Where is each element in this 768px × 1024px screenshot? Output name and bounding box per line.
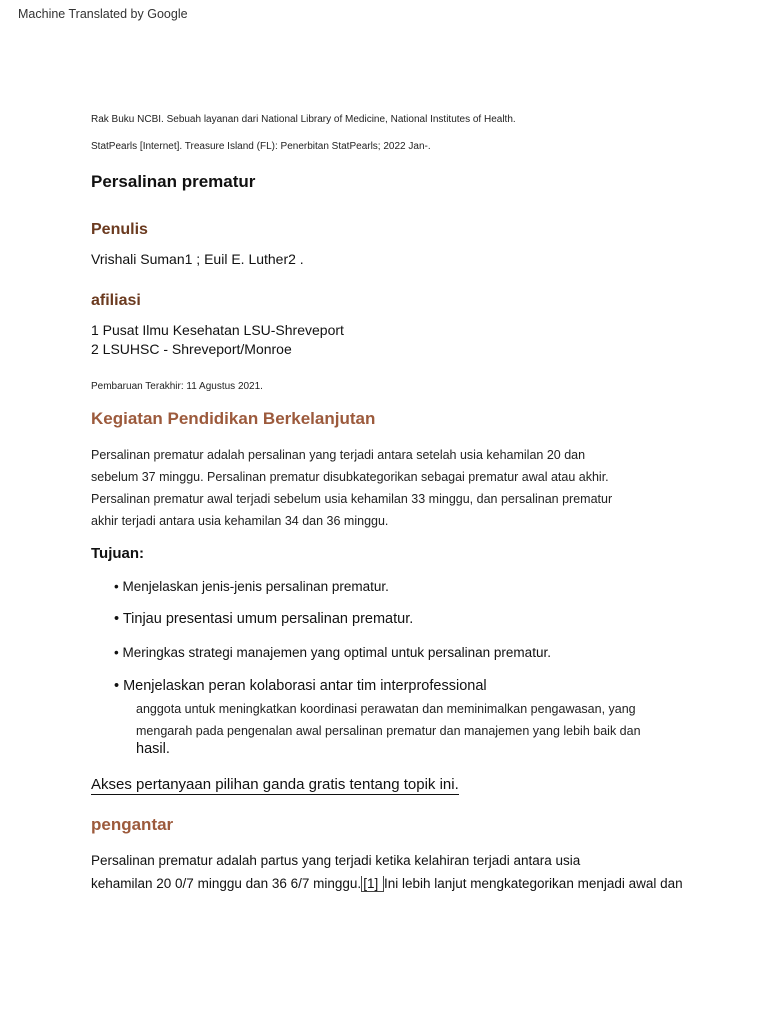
page-title: Persalinan prematur [91,172,256,191]
ce-line: sebelum 37 minggu. Persalinan prematur disubkategorikan sebagai prematur awal atau akhir. [91,470,609,484]
objective-item: • Tinjau presentasi umum persalinan prematur. [114,611,414,627]
objectives-heading: Tujuan: [91,545,145,562]
affiliation-item: 1 Pusat Ilmu Kesehatan LSU-Shreveport [91,322,344,338]
ce-line: Persalinan prematur awal terjadi sebelum usia kehamilan 33 minggu, dan persalinan prematur [91,492,613,506]
authors-heading: Penulis [91,221,148,238]
affiliations-heading: afiliasi [91,292,141,309]
objective-item: • Menjelaskan jenis-jenis persalinan prematur. [114,579,389,594]
source-line-statpearls: StatPearls [Internet]. Treasure Island (FL): Penerbitan StatPearls; 2022 Jan-. [91,141,431,152]
intro-line-text: kehamilan 20 0/7 minggu dan 36 6/7 minggu. [91,876,362,891]
ce-line: Persalinan prematur adalah persalinan yang terjadi antara setelah usia kehamilan 20 dan [91,448,586,462]
affiliation-item: 2 LSUHSC - Shreveport/Monroe [91,341,292,357]
intro-heading: pengantar [91,815,174,834]
quiz-link[interactable]: Akses pertanyaan pilihan ganda gratis tentang topik ini. [91,776,459,793]
reference-link[interactable]: [1] [363,876,382,891]
ce-heading: Kegiatan Pendidikan Berkelanjutan [91,409,376,428]
ce-paragraph [91,444,651,532]
objective-continuation: anggota untuk meningkatkan koordinasi perawatan dan meminimalkan pengawasan, yang [136,702,636,716]
intro-line [91,876,683,891]
intro-line-text: Ini lebih lanjut mengkategorikan menjadi awal dan [383,876,683,891]
source-line-bookshelf: Rak Buku NCBI. Sebuah layanan dari National Library of Medicine, National Institutes of Health. [91,114,516,125]
objective-continuation: mengarah pada pengenalan awal persalinan prematur dan manajemen yang lebih baik dan [136,724,641,738]
machine-translation-banner: Machine Translated by Google [18,7,188,21]
ce-line: akhir terjadi antara usia kehamilan 34 dan 36 minggu. [91,514,389,528]
objective-item: • Menjelaskan peran kolaborasi antar tim interprofessional [114,678,487,694]
objective-item: • Meringkas strategi manajemen yang optimal untuk persalinan prematur. [114,645,551,660]
author-names: Vrishali Suman1 ; Euil E. Luther2 . [91,251,304,267]
last-update: Pembaruan Terakhir: 11 Agustus 2021. [91,381,263,392]
intro-line: Persalinan prematur adalah partus yang terjadi ketika kelahiran terjadi antara usia [91,853,581,868]
objective-continuation: hasil. [136,741,170,757]
